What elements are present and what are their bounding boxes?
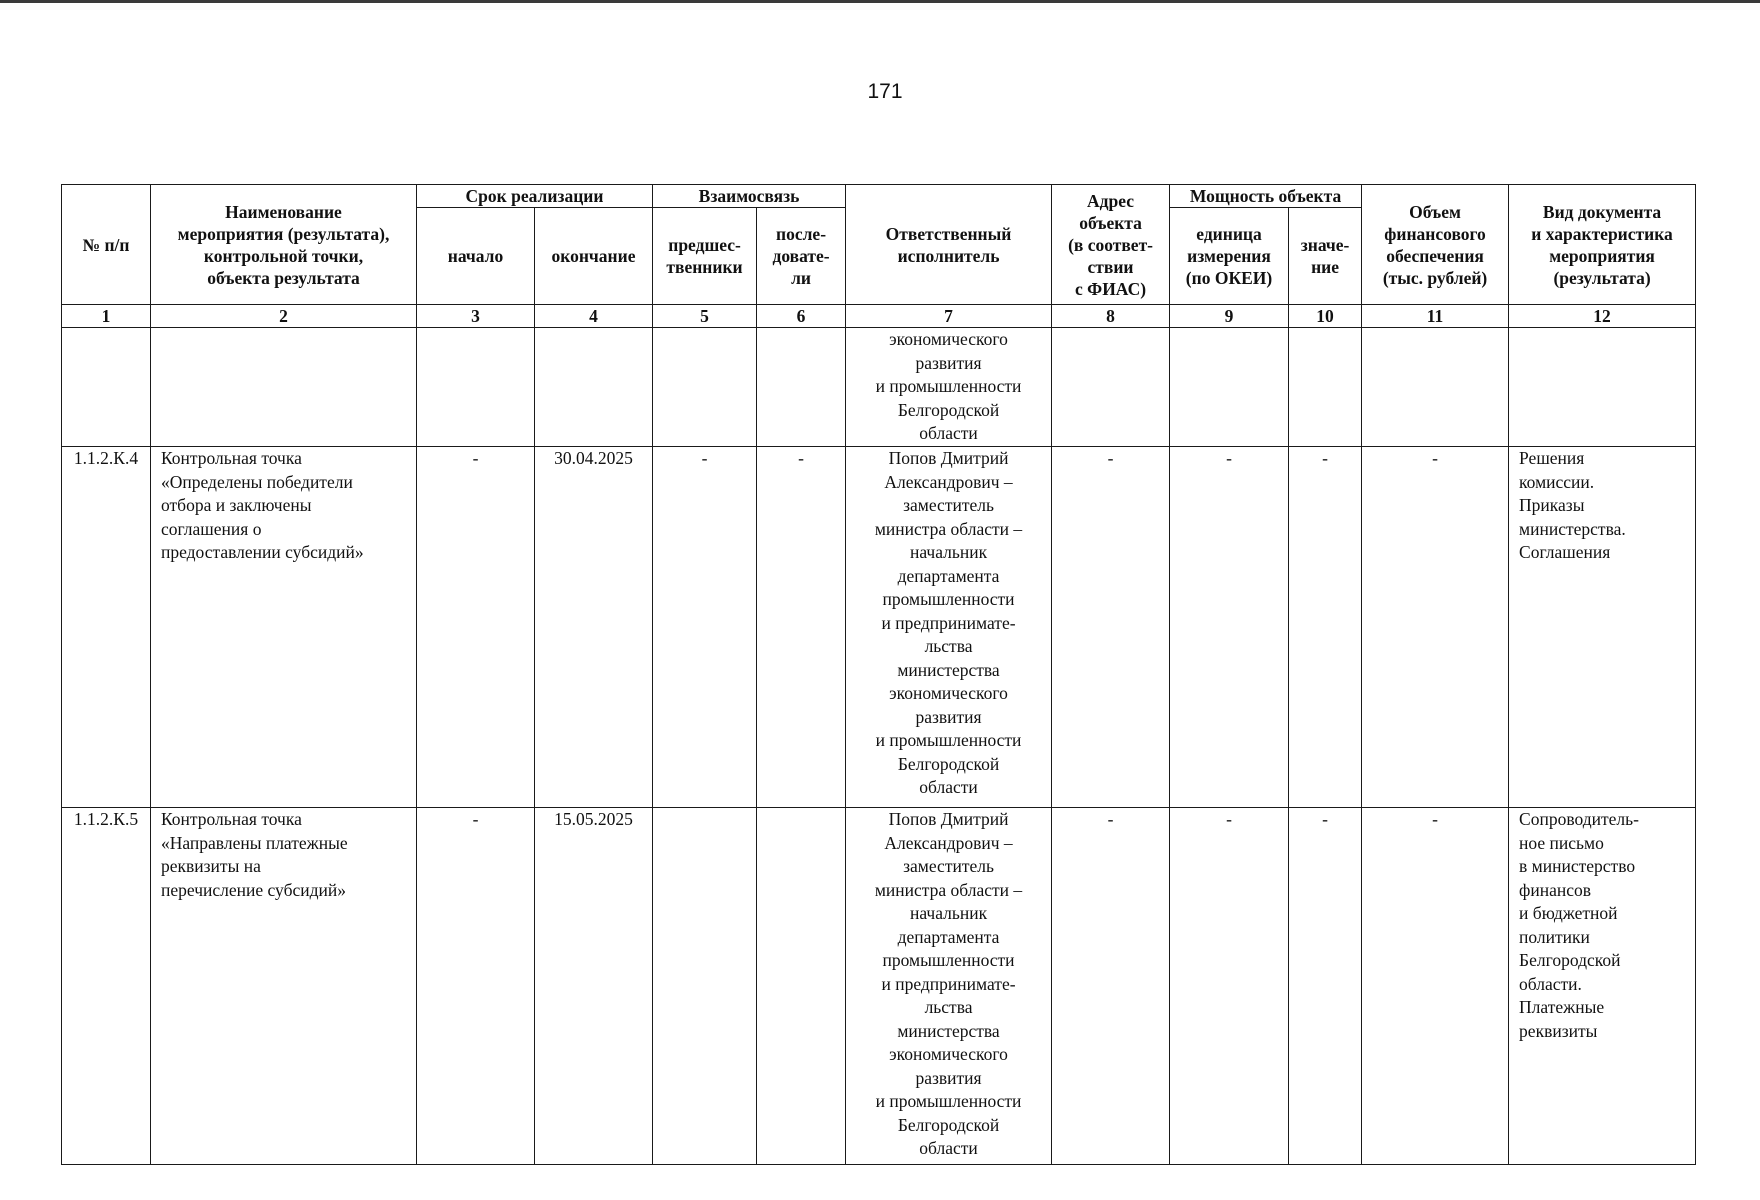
col-number: 9 [1170, 305, 1289, 328]
text-line: и промышленности [875, 1091, 1022, 1111]
col-number: 4 [535, 305, 653, 328]
text-line: обеспечения [1386, 245, 1484, 266]
table-row [62, 447, 1696, 808]
header-term: Срок реализации [417, 185, 653, 208]
header-name [151, 185, 417, 305]
text-line: Белгородской [897, 399, 1000, 420]
text-line: реквизиты на [161, 856, 261, 876]
text-line: предоставлении субсидий» [161, 542, 364, 562]
text-line: области [919, 1138, 978, 1158]
cell-unit [1170, 328, 1289, 447]
text-line: Белгородской [1519, 950, 1621, 970]
text-line: и предпринимате- [881, 612, 1016, 633]
text-line: Соглашения [1519, 542, 1611, 562]
header-value [1289, 208, 1362, 305]
col-number: 11 [1362, 305, 1509, 328]
text-line: промышленности [882, 950, 1015, 970]
cell-succ: - [757, 447, 846, 808]
text-line: экономического [889, 329, 1008, 349]
header-pred [653, 208, 757, 305]
text-line: департамента [897, 565, 1000, 586]
text-line: департамента [897, 926, 1000, 947]
header-capacity: Мощность объекта [1170, 185, 1362, 208]
text-line: ли [791, 268, 811, 288]
text-line: развития [915, 706, 982, 727]
header-number-row [62, 305, 1696, 328]
text-line: финансового [1384, 223, 1486, 244]
cell-end: 30.04.2025 [535, 447, 653, 808]
header-end: окончание [535, 208, 653, 305]
text-line: реквизиты [1519, 1020, 1598, 1041]
cell-volume: - [1362, 447, 1509, 808]
cell-num: 1.1.2.К.4 [62, 447, 151, 808]
col-number: 12 [1509, 305, 1696, 328]
text-line: экономического [889, 683, 1008, 703]
scan-top-edge [0, 0, 1760, 3]
text-line: Александрович – [884, 471, 1013, 492]
text-line: министерства. [1519, 518, 1626, 539]
text-line: ствии [1087, 256, 1134, 277]
col-number: 5 [653, 305, 757, 328]
text-line: Платежные [1519, 997, 1605, 1017]
col-number: 1 [62, 305, 151, 328]
cell-pred [653, 328, 757, 447]
text-line: мероприятия [1549, 245, 1655, 266]
text-line: области. [1519, 973, 1582, 994]
text-line: Белгородской [897, 1114, 1000, 1135]
text-line: Объем [1409, 201, 1461, 222]
text-line: ное письмо [1519, 832, 1604, 853]
cell-unit: - [1170, 808, 1289, 1165]
text-line: льства [924, 636, 973, 656]
cell-end: 15.05.2025 [535, 808, 653, 1165]
cell-address: - [1052, 808, 1170, 1165]
text-line: Адрес [1087, 190, 1135, 211]
cell-start: - [417, 808, 535, 1165]
text-line: и характеристика [1531, 223, 1673, 244]
header-link: Взаимосвязь [653, 185, 846, 208]
header-unit [1170, 208, 1289, 305]
text-line: экономического [889, 1044, 1008, 1064]
cell-volume: - [1362, 808, 1509, 1165]
cell-responsible [846, 328, 1052, 447]
text-line: министра области – [874, 879, 1023, 900]
header-succ [757, 208, 846, 305]
col-number: 10 [1289, 305, 1362, 328]
text-line: и предпринимате- [881, 973, 1016, 994]
table-body [62, 328, 1696, 1165]
text-line: политики [1519, 926, 1590, 947]
header-row-1 [62, 185, 1696, 208]
text-line: Ответственный [885, 223, 1012, 244]
cell-doc [1509, 808, 1696, 1165]
text-line: (тыс. рублей) [1382, 267, 1488, 288]
text-line: Приказы [1519, 495, 1585, 515]
text-line: значе- [1300, 235, 1350, 255]
header-volume [1362, 185, 1509, 305]
table-row [62, 808, 1696, 1165]
text-line: Белгородской [897, 753, 1000, 774]
text-line: «Направлены платежные [161, 832, 348, 853]
text-line: отбора и заключены [161, 495, 312, 515]
text-line: мероприятия (результата), [177, 223, 390, 244]
cell-responsible [846, 447, 1052, 808]
header-start: начало [417, 208, 535, 305]
text-line: министерства [897, 659, 1000, 680]
text-line: Наименование [225, 201, 342, 222]
header-doc [1509, 185, 1696, 305]
table-header [62, 185, 1696, 328]
text-line: заместитель [903, 495, 994, 515]
cell-pred: - [653, 447, 757, 808]
text-line: «Определены победители [161, 471, 353, 492]
page-number: 171 [867, 80, 903, 103]
text-line: финансов [1519, 879, 1592, 900]
text-line: промышленности [882, 589, 1015, 609]
cell-unit: - [1170, 447, 1289, 808]
cell-address [1052, 328, 1170, 447]
cell-end [535, 328, 653, 447]
text-line: и бюджетной [1519, 903, 1618, 923]
text-line: начальник [909, 903, 988, 923]
text-line: Вид документа [1542, 201, 1662, 222]
col-number: 3 [417, 305, 535, 328]
cell-address: - [1052, 447, 1170, 808]
cell-value [1289, 328, 1362, 447]
text-line: развития [915, 1067, 982, 1088]
cell-num: 1.1.2.К.5 [62, 808, 151, 1165]
text-line: Сопроводитель- [1519, 809, 1639, 829]
text-line: министерства [897, 1020, 1000, 1041]
header-responsible [846, 185, 1052, 305]
text-line: начальник [909, 542, 988, 562]
cell-name [151, 328, 417, 447]
cell-name [151, 808, 417, 1165]
text-line: заместитель [903, 856, 994, 876]
cell-value: - [1289, 808, 1362, 1165]
cell-volume [1362, 328, 1509, 447]
cell-name [151, 447, 417, 808]
text-line: предшес- [668, 235, 741, 255]
cell-start [417, 328, 535, 447]
col-number: 7 [846, 305, 1052, 328]
text-line: соглашения о [161, 518, 262, 539]
cell-pred [653, 808, 757, 1165]
cell-responsible [846, 808, 1052, 1165]
text-line: контрольной точки, [203, 245, 364, 266]
col-number: 6 [757, 305, 846, 328]
text-line: и промышленности [875, 376, 1022, 396]
text-line: объекта [1079, 212, 1142, 233]
text-line: министра области – [874, 518, 1023, 539]
text-line: и промышленности [875, 730, 1022, 750]
text-line: объекта результата [207, 267, 360, 288]
col-number: 8 [1052, 305, 1170, 328]
cell-start: - [417, 447, 535, 808]
text-line: твенники [666, 257, 743, 277]
text-line: довате- [772, 246, 830, 266]
text-line: (по ОКЕИ) [1185, 268, 1273, 288]
cell-doc [1509, 328, 1696, 447]
text-line: развития [915, 352, 982, 373]
text-line: Александрович – [884, 832, 1013, 853]
text-line: Попов Дмитрий [888, 809, 1009, 829]
text-line: области [919, 423, 978, 443]
header-address [1052, 185, 1170, 305]
cell-succ [757, 808, 846, 1165]
text-line: в министерство [1519, 856, 1636, 876]
text-line: (в соответ- [1068, 234, 1153, 255]
text-line: с ФИАС) [1075, 278, 1147, 299]
header-num: № п/п [62, 185, 151, 305]
text-line: Контрольная точка [161, 448, 302, 468]
text-line: измерения [1187, 246, 1271, 266]
text-line: комиссии. [1519, 471, 1595, 492]
cell-value: - [1289, 447, 1362, 808]
table-row [62, 328, 1696, 447]
cell-succ [757, 328, 846, 447]
text-line: Попов Дмитрий [888, 448, 1009, 468]
text-line: Контрольная точка [161, 809, 302, 829]
text-line: ние [1311, 257, 1339, 277]
text-line: перечисление субсидий» [161, 879, 346, 900]
text-line: (результата) [1553, 267, 1651, 288]
cell-doc [1509, 447, 1696, 808]
text-line: льства [924, 997, 973, 1017]
text-line: исполнитель [897, 245, 1000, 266]
text-line: Решения [1519, 448, 1585, 468]
cell-num [62, 328, 151, 447]
text-line: области [919, 777, 978, 797]
text-line: после- [776, 224, 827, 244]
col-number: 2 [151, 305, 417, 328]
text-line: единица [1196, 224, 1262, 244]
plan-table [61, 184, 1696, 1165]
